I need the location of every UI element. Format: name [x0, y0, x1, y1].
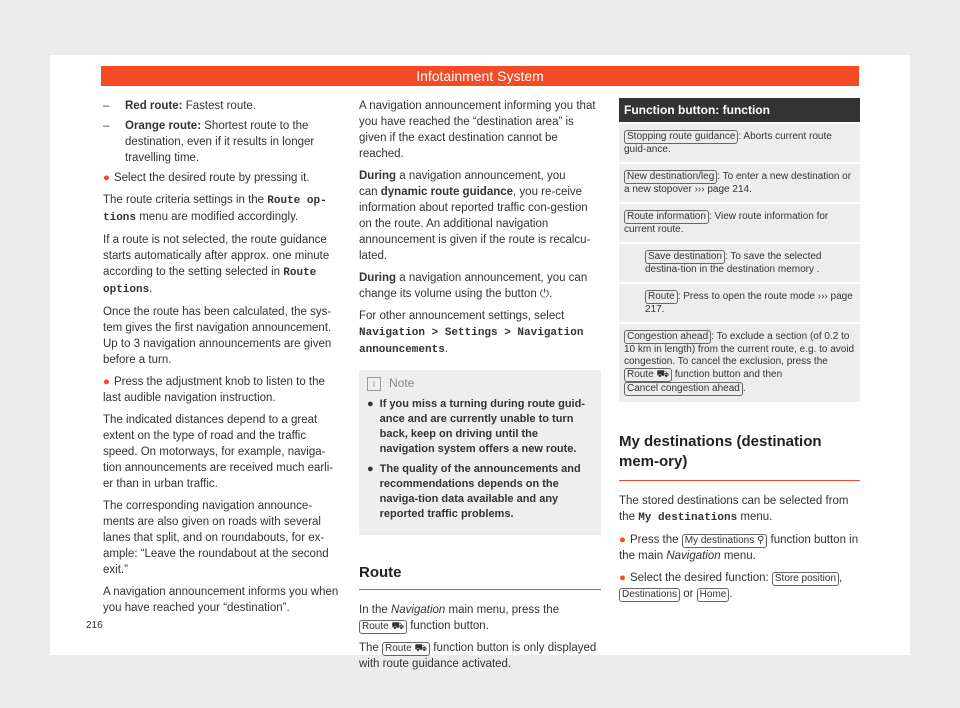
page-header: Infotainment System [101, 66, 859, 86]
bullet-icon: ● [619, 534, 626, 546]
section-title-my-destinations: My destinations (destination mem-ory) [619, 432, 860, 481]
column-right: Function button: function Stopping route guidance : Aborts current route guid-ance. New destination/leg : To enter a new destination or a new stopover ››› page 214. Route information : View route information for current route. Save destination : To save the selected destina-tion in the destination memory . Route : Press to open the route mode ››› page 217. Congestion ahead : To exclude a section (of 0.2 to 10 km in length) from the current route, e.g. to avoid congestion. To cancel the exclusion, press the Route ⛟ function button and then Cancel congestion ahead . My destinations (destination mem-ory) The stored destinations can be selected from the My destinations menu. ● Press the My destinations ⚲ function button in the main Navigation menu. ● Select the desired function: Store position , Destinations or Home . [619, 98, 860, 608]
list-item: – Red route: Fastest route. [103, 100, 257, 112]
function-table [619, 98, 860, 402]
note-box: i Note ● If you miss a turning during route guid-ance and are currently unable to turn back, keep on driving until the navigation system offers a new route. ● The quality of the announcements and recommendations depends on the naviga-tion data available and any reported traffic problems. [359, 370, 601, 535]
note-item: ● The quality of the announcements and recommendations depends on the naviga-tion data available and any reported traffic problems. [367, 463, 581, 520]
section-title-route: Route [359, 565, 601, 590]
home-button[interactable]: Home [697, 588, 730, 602]
bullet-icon: ● [619, 572, 626, 584]
bullet-icon: ● [103, 172, 110, 184]
table-row: Save destination : To save the selected destina-tion in the destination memory . [619, 244, 860, 282]
page-number: 216 [86, 620, 103, 631]
table-row: Congestion ahead : To exclude a section (of 0.2 to 10 km in length) from the current route, e.g. to avoid congestion. To cancel the exclusion, press the Route ⛟ function button and then Cancel congestion ahead . [619, 324, 860, 402]
route-button[interactable]: Route ⛟ [382, 642, 430, 656]
destinations-button[interactable]: Destinations [619, 588, 680, 602]
list-item: – Orange route: Shortest route to the destination, even if it results in longer travelling time. [103, 120, 315, 164]
table-row: Route information : View route information for current route. [619, 204, 860, 242]
store-position-button[interactable]: Store position [772, 572, 839, 586]
note-item: ● If you miss a turning during route guid-ance and are currently unable to turn back, keep on driving until the navigation system offers a new route. [367, 398, 585, 455]
table-row: Stopping route guidance : Aborts current route guid-ance. [619, 124, 860, 162]
column-middle: A navigation announcement informing you that you have reached the “destination area” is given if the exact destination cannot be reached. During a navigation announcement, you can dynamic route guidance, you re-ceive information about reported traffic con-gestion on the route. An additional navigation announcement is given if the route is recalcu-lated. During a navigation announcement, you can change its volume using the button ⏻. For other announcement settings, select Navigation > Settings > Navigation announcements. i Note ● If you miss a turning during route guid-ance and are currently unable to turn back, keep on driving until the navigation system offers a new route. ● The quality of the announcements and recommendations depends on the naviga-tion data available and any reported traffic problems. Route In the Navigation main menu, press the Route ⛟ function button. The Route ⛟ function button is only displayed with route guidance activated. [359, 98, 601, 678]
table-row: Route : Press to open the route mode ››› page 217. [619, 284, 860, 322]
table-header: Function button: function [619, 98, 860, 122]
bullet-icon: ● [103, 376, 110, 388]
column-left: – Red route: Fastest route. – Orange route: Shortest route to the destination, even if it results in longer travelling time. ● Select the desired route by pressing it. The route criteria settings in the Route op-tions menu are modified accordingly. If a route is not selected, the route guidance starts automatically after approx. one minute according to the setting selected in Route options. Once the route has been calculated, the sys-tem gives the first navigation announcement. Up to 3 navigation announcements are given before a turn. ● Press the adjustment knob to listen to the last audible navigation instruction. The indicated distances depend to a great extent on the type of road and the traffic speed. On motorways, for example, naviga-tion announcements are received much earli-er than in urban traffic. The corresponding navigation announce-ments are also given on roads with several lanes that split, and on roundabouts, for ex-ample: “Leave the roundabout at the second exit.” A navigation announcement informs you when you have reached your “destination”. [103, 98, 341, 622]
route-button[interactable]: Route ⛟ [359, 620, 407, 634]
table-row: New destination/leg : To enter a new destination or a new stopover ››› page 214. [619, 164, 860, 202]
my-destinations-button[interactable]: My destinations ⚲ [682, 534, 768, 548]
info-icon: i [367, 377, 381, 391]
